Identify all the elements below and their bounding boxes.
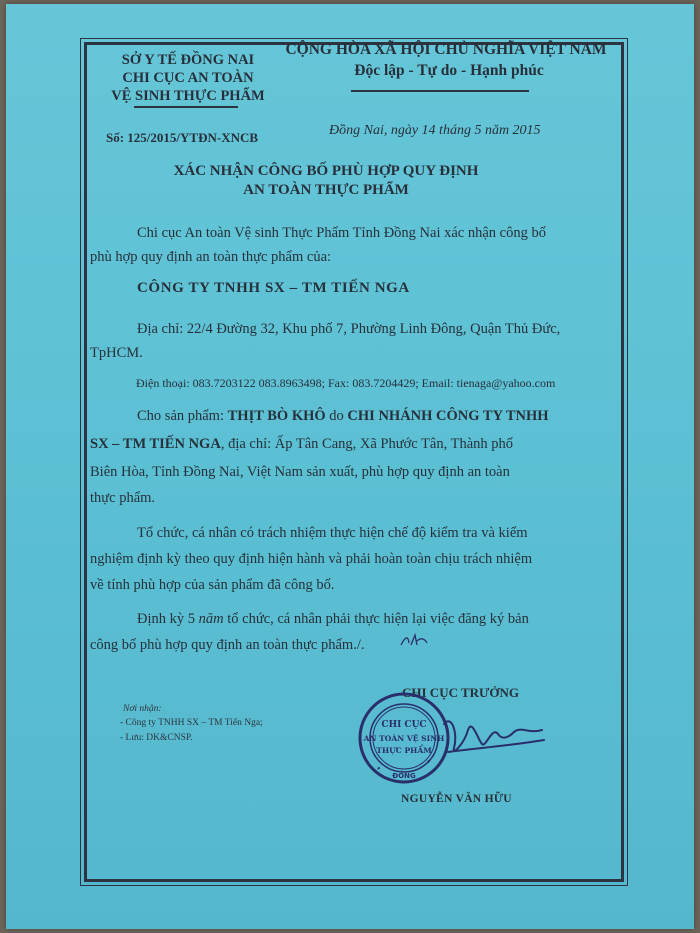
handwritten-signature xyxy=(438,704,548,764)
stamp-text-1: CHI CỤC xyxy=(381,720,427,730)
agency-header xyxy=(100,51,276,105)
contact-info: Điện thoại: 083.7203122 083.8963498; Fax: 083.7204429; Email: tienaga@yahoo.com xyxy=(136,376,556,390)
agency-department: SỞ Y TẾ ĐỒNG NAI xyxy=(121,52,255,68)
product-line-3: Biên Hòa, Tỉnh Đồng Nai, Việt Nam sản xuất, phù hợp quy định an toàn xyxy=(90,464,510,480)
product-maker: CHI NHÁNH CÔNG TY TNHH xyxy=(347,408,549,424)
product-line-2 xyxy=(90,430,513,459)
national-motto: Độc lập - Tự do - Hạnh phúc xyxy=(354,62,544,79)
product-prefix: Cho sản phẩm: xyxy=(137,408,228,424)
product-line-4: thực phẩm. xyxy=(90,490,156,506)
agency-branch-2: VỆ SINH THỰC PHẨM xyxy=(111,88,265,104)
document-sheet xyxy=(6,4,694,929)
document-title xyxy=(126,162,526,200)
responsibility-line-2: nghiệm định kỳ theo quy định hiện hành và phải hoàn toàn chịu trách nhiệm xyxy=(90,551,533,567)
responsibility-line-1: Tổ chức, cá nhân có trách nhiệm thực hiện chế độ kiểm tra và kiểm xyxy=(137,525,528,541)
address-line-1: Địa chỉ: 22/4 Đường 32, Khu phố 7, Phường Linh Đông, Quận Thủ Đức, xyxy=(137,321,561,337)
motto-underline xyxy=(351,90,529,92)
stamp-text-bottom: ĐỒNG xyxy=(392,772,416,780)
handwritten-initials xyxy=(399,631,429,649)
recipient-item: - Công ty TNHH SX – TM Tiến Nga; xyxy=(120,718,263,728)
national-title: CỘNG HÒA XÃ HỘI CHỦ NGHĨA VIỆT NAM xyxy=(285,41,607,58)
intro-line-1: Chi cục An toàn Vệ sinh Thực Phẩm Tỉnh Đồng Nai xác nhận công bố xyxy=(137,225,546,241)
document-number: Số: 125/2015/YTĐN-XNCB xyxy=(106,130,259,145)
renewal-rest: tổ chức, cá nhân phải thực hiện lại việc đăng ký bản xyxy=(223,611,529,627)
svg-text:★: ★ xyxy=(425,758,433,766)
product-line-1 xyxy=(137,402,549,431)
product-maker-2: SX – TM TIẾN NGA xyxy=(90,436,221,452)
stamp-text-3: THỰC PHẨM xyxy=(376,746,432,755)
recipients-label: Nơi nhận: xyxy=(123,704,162,714)
title-line-2: AN TOÀN THỰC PHẨM xyxy=(243,182,409,198)
svg-text:★: ★ xyxy=(374,764,383,773)
place-date: Đồng Nai, ngày 14 tháng 5 năm 2015 xyxy=(329,123,541,138)
responsibility-line-3: về tính phù hợp của sản phẩm đã công bố. xyxy=(90,577,335,593)
agency-branch: CHI CỤC AN TOÀN xyxy=(122,70,254,86)
national-header xyxy=(278,39,614,81)
renewal-years: năm xyxy=(198,611,224,627)
title-line-1: XÁC NHẬN CÔNG BỐ PHÙ HỢP QUY ĐỊNH xyxy=(173,163,479,179)
signatory-title: CHI CỤC TRƯỞNG xyxy=(402,685,520,700)
product-by: do xyxy=(325,408,348,424)
company-name: CÔNG TY TNHH SX – TM TIẾN NGA xyxy=(137,280,410,296)
signatory-name: NGUYỄN VĂN HỮU xyxy=(401,793,512,805)
product-address: , địa chỉ: Ấp Tân Cang, Xã Phước Tân, Thành phố xyxy=(220,436,514,452)
product-name: THỊT BÒ KHÔ xyxy=(227,408,326,424)
renewal-line-1 xyxy=(137,605,529,634)
stamp-text-2: AN TOÀN VỆ SINH xyxy=(363,734,445,743)
intro-line-2: phù hợp quy định an toàn thực phẩm của: xyxy=(90,249,332,265)
address-line-2: TpHCM. xyxy=(90,345,143,361)
renewal-line-2: công bố phù hợp quy định an toàn thực phẩm./. xyxy=(90,637,365,653)
recipient-item: - Lưu: DK&CNSP. xyxy=(120,733,193,743)
renewal-prefix: Định kỳ 5 xyxy=(137,611,199,627)
agency-underline xyxy=(134,106,238,108)
